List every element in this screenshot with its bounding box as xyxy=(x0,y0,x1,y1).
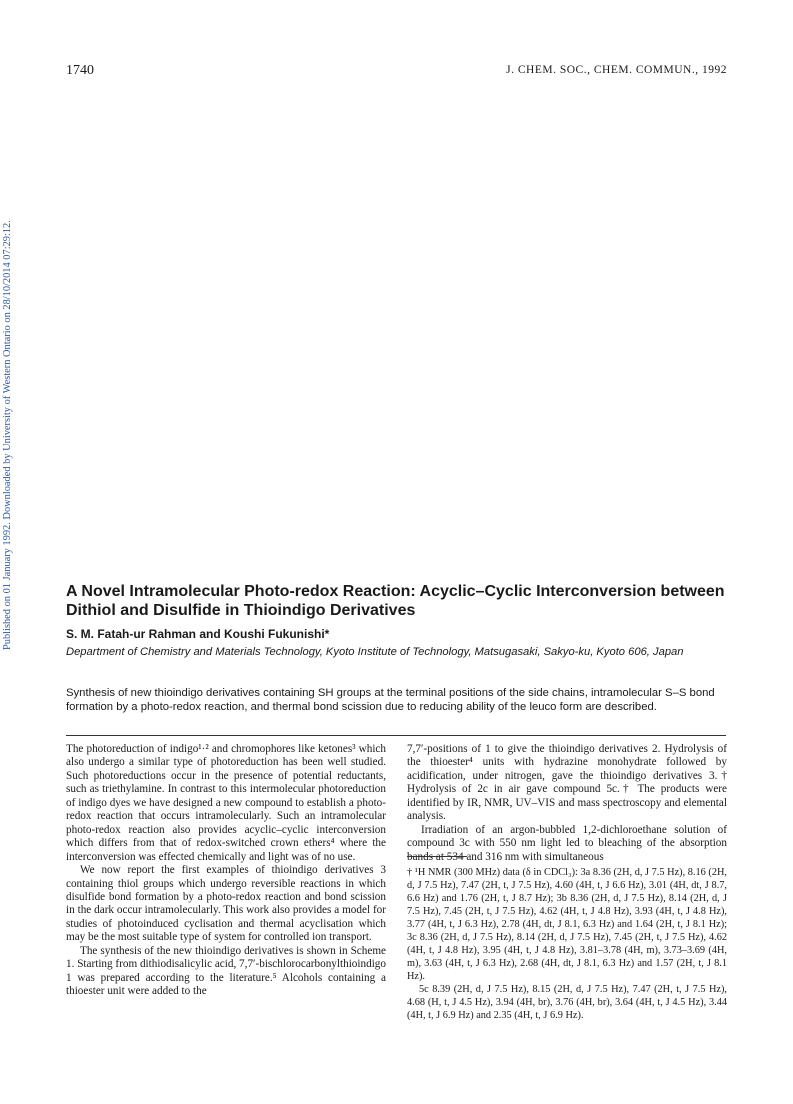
footnote-divider xyxy=(407,856,467,857)
download-watermark: Published on 01 January 1992. Downloaded by University of Western Ontario on 28/10/2014 07:29:12. xyxy=(2,220,13,650)
body-paragraph: Irradiation of an argon-bubbled 1,2-dichloroethane solution of compound 3c with 550 nm light led to bleaching of the absorption bands at 534 and 316 nm with simultaneous xyxy=(407,823,727,863)
body-column-left xyxy=(66,743,386,999)
footnote-nmr-data: † ¹H NMR (300 MHz) data (δ in CDCl₃): 3a 8.36 (2H, d, J 7.5 Hz), 8.16 (2H, d, J 7.5 Hz), 7.47 (2H, t, J 7.5 Hz), 4.60 (4H, t, J 6.6 Hz), 3.01 (4H, dt, J 8.7, 6.6 Hz) and 1.76 (2H, t, J 8.7 Hz); 3b 8.36 (2H, d, J 7.5 Hz), 8.14 (2H, d, J 7.5 Hz), 7.45 (2H, t, J 7.5 Hz), 4.62 (4H, t, J 4.8 Hz), 3.93 (4H, t, J 4.8 Hz), 3.77 (4H, t, J 6.3 Hz), 2.78 (4H, dt, J 8.1, 6.3 Hz) and 1.64 (2H, t, J 8.1 Hz); 3c 8.36 (2H, d, J 7.5 Hz), 8.14 (2H, d, J 7.5 Hz), 7.45 (2H, t, J 7.5 Hz), 4.62 (4H, t, J 4.8 Hz), 3.95 (4H, t, J 4.8 Hz), 3.81–3.78 (4H, m), 3.73–3.69 (4H, m), 3.63 (4H, t, J 6.3 Hz), 2.68 (4H, dt, J 8.1, 6.3 Hz) and 1.57 (2H, t, J 8.1 Hz). xyxy=(407,867,727,982)
running-head: J. CHEM. SOC., CHEM. COMMUN., 1992 xyxy=(506,64,727,76)
body-paragraph: We now report the first examples of thioindigo derivatives 3 containing thiol groups which undergo reversible reactions in which disulfide bond formation by a photo-redox reaction and bond scission in the dark occur intramolecularly. This work also provides a model for studies of photoinduced cyclisation and thermal acyclisation which may be the most suitable type of system for controlled ion transport. xyxy=(66,864,386,944)
body-paragraph: 7,7′-positions of 1 to give the thioindigo derivatives 2. Hydrolysis of the thioester⁴ units with hydrazine monohydrate followed by acidification, under nitrogen, gave the thioindigo derivatives 3.† Hydrolysis of 2c in air gave compound 5c.† The products were identified by IR, NMR, UV–VIS and mass spectroscopy and elemental analysis. xyxy=(407,743,727,823)
footnote-nmr-data: 5c 8.39 (2H, d, J 7.5 Hz), 8.15 (2H, d, J 7.5 Hz), 7.47 (2H, t, J 7.5 Hz), 4.68 (H, t, J 4.5 Hz), 3.94 (4H, br), 3.76 (4H, br), 3.64 (4H, t, J 4.5 Hz), 3.44 (4H, t, J 6.9 Hz) and 2.35 (4H, t, J 6.9 Hz). xyxy=(407,984,727,1021)
article-title: A Novel Intramolecular Photo-redox Reaction: Acyclic–Cyclic Interconversion between Dithiol and Disulfide in Thioindigo Derivatives xyxy=(66,583,725,619)
body-column-right xyxy=(407,743,727,864)
abstract: Synthesis of new thioindigo derivatives containing SH groups at the terminal positions of the side chains, intramolecular S–S bond formation by a photo-redox reaction, and thermal bond scission due to reducing ability of the leuco form are described. xyxy=(66,687,715,713)
body-paragraph: The synthesis of the new thioindigo derivatives is shown in Scheme 1. Starting from dithiodisalicylic acid, 7,7′-bischlorocarbonylthioindigo 1 was prepared according to the literature.⁵ Alcohols containing a thioester unit were added to the xyxy=(66,944,386,998)
page-number: 1740 xyxy=(66,63,94,78)
affiliation: Department of Chemistry and Materials Technology, Kyoto Institute of Technology, Matsugasaki, Sakyo-ku, Kyoto 606, Japan xyxy=(66,646,684,658)
author-list: S. M. Fatah-ur Rahman and Koushi Fukunishi* xyxy=(66,627,330,641)
section-divider xyxy=(66,735,726,736)
body-paragraph: The photoreduction of indigo¹·² and chromophores like ketones³ which also undergo a similar type of photoreduction has been well studied. Such photoreductions occur in the presence of potential reductants, such as triethylamine. In contrast to this intermolecular photoreduction of indigo dyes we have designed a new compound to establish a photo-redox reaction that occurs intramolecularly. Such an intramolecular photo-redox reaction also provides acyclic–cyclic interconversion which differs from that of redox-switched crown ethers⁴ where the interconversion was effected chemically and light was of no use. xyxy=(66,743,386,863)
footnotes xyxy=(407,866,727,1022)
